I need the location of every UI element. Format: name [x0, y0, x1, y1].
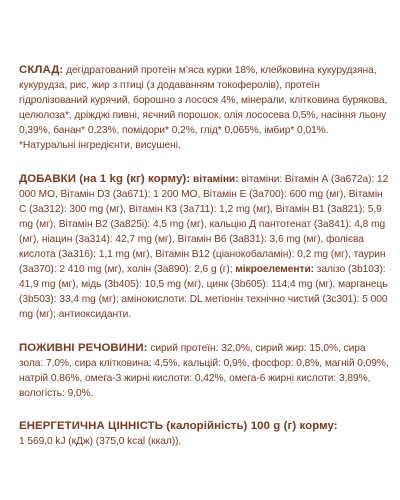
microelements-label: мікроелементи:: [235, 264, 315, 276]
composition-note: *Натуральні інгредієнти, висушені.: [19, 140, 181, 152]
energy-section: [19, 419, 391, 449]
nutrients-text: сирий протеїн: 32,0%, сирий жир: 15,0%, сира зола: 7,0%, сира клітковина: 4,5%, кальцій: 0,9%, фосфор: 0,8%, магній 0,09%, натрій 0,86%, омега-3 жирні кислоти: 0,42%, омега-6 жирні кислоти: 3,89%, вологість: 9,0%.: [19, 342, 389, 399]
additives-heading: ДОБАВКИ (на 1 kg (кг) корму):: [19, 172, 191, 185]
energy-text: 1 569,0 kJ (кДж) (375,0 kcal (ккал)).: [19, 435, 182, 447]
additives-section: [19, 172, 391, 323]
nutrients-heading: ПОЖИВНІ РЕЧОВИНИ:: [19, 341, 148, 354]
vitamins-label: вітаміни:: [193, 173, 239, 185]
nutrients-section: [19, 341, 391, 401]
microelements-text: залізо (3b103): 41,9 mg (мг), мідь (3b405): 10,5 mg (мг), цинк (3b605): 114,4 mg (мг), марганець (3b503): 33,4 mg (мг); амінокислоти: DL метіонін технічно чистий (3c301): 5 000 mg (мг); антиоксиданти.: [19, 264, 388, 321]
composition-text: дегідратований протеїн м’яса курки 18%, клейковина кукурудзяна, кукурудза, рис, жир з птиці (з додаванням токоферолів), протеїн гідролізований курячий, борошно з лосося 4%, мінерали, клітковина бурякова, целюлоза*, дріжджі пивні, яєчний порошок, олія лососева 0,5%, насіння льону 0,39%, банан* 0,23%, помідори* 0,2%, глід* 0,065%, імбир* 0,01%.: [19, 65, 388, 137]
energy-heading: ЕНЕРГЕТИЧНА ЦІННІСТЬ (калорійність) 100 g (г) корму:: [19, 419, 338, 432]
composition-heading: СКЛАД:: [19, 64, 64, 76]
vitamins-text: вітаміни: Вітамін А (3а672а): 12 000 МО, Вітамін D3 (3а671): 1 200 МО, Вітамін Е (3а700): 600 mg (мг), Вітамін С (3а312): 300 mg (мг), Вітамін К3 (3а711): 1,2 mg (мг), Вітамін В1 (3а821): 5,9 mg (мг), Вітамін В2 (3а825і): 4,5 mg (мг), кальцію Д пантотенат (3а841): 4,8 mg (мг), ніацин (3а314): 42,7 mg (мг), Вітамін В6 (3а831): 3,6 mg (мг), фолієва кислота (3а316): 1,1 mg (мг), Вітамін В12 (ціанокобаламін): 0,2 mg (мг), таурин (3а370): 2 410 mg (мг), холін (3а890): 2,6 g (г);: [19, 173, 389, 276]
composition-section: [19, 63, 391, 154]
label-text-block: [19, 63, 391, 449]
